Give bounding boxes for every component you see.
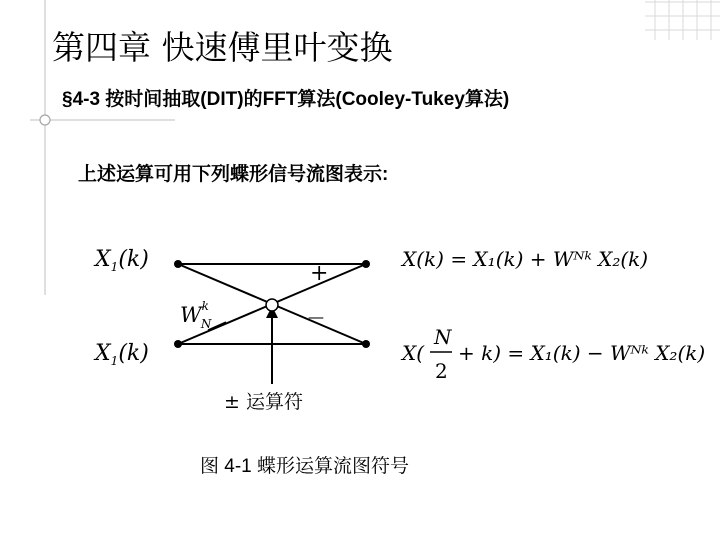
plus-sign: + — [310, 261, 329, 286]
section-heading: §4-3 按时间抽取(DIT)的FFT算法(Cooley-Tukey算法) — [62, 89, 510, 110]
output-node-bottom — [362, 340, 370, 348]
fraction-numerator: N — [434, 325, 452, 349]
junction-node — [266, 299, 278, 311]
output-bottom-equation-rhs: + k) = X₁(k) − Wᴺᵏ X₂(k) — [458, 341, 706, 365]
chapter-title: 第四章 快速傅里叶变换 — [52, 28, 393, 67]
input-top-label: $X_1(k)$ — [95, 247, 149, 274]
figure-caption: 图 4-1 蝶形运算流图符号 — [200, 456, 410, 477]
operator-label: ± 运算符 — [224, 391, 303, 413]
input-node-bottom — [174, 340, 182, 348]
fraction-denominator: 2 — [435, 359, 448, 383]
input-bottom-label: $X_1(k)$ — [95, 341, 149, 368]
twiddle-factor: $W^k$ N — [180, 299, 212, 331]
output-bottom-equation-lhs: X( — [402, 341, 425, 365]
output-top-equation: X(k) = X₁(k) + Wᴺᵏ X₂(k) — [402, 247, 649, 271]
description-text: 上述运算可用下列蝶形信号流图表示: — [78, 164, 389, 185]
output-node-top — [362, 260, 370, 268]
minus-sign: — — [308, 307, 324, 326]
input-node-top — [174, 260, 182, 268]
